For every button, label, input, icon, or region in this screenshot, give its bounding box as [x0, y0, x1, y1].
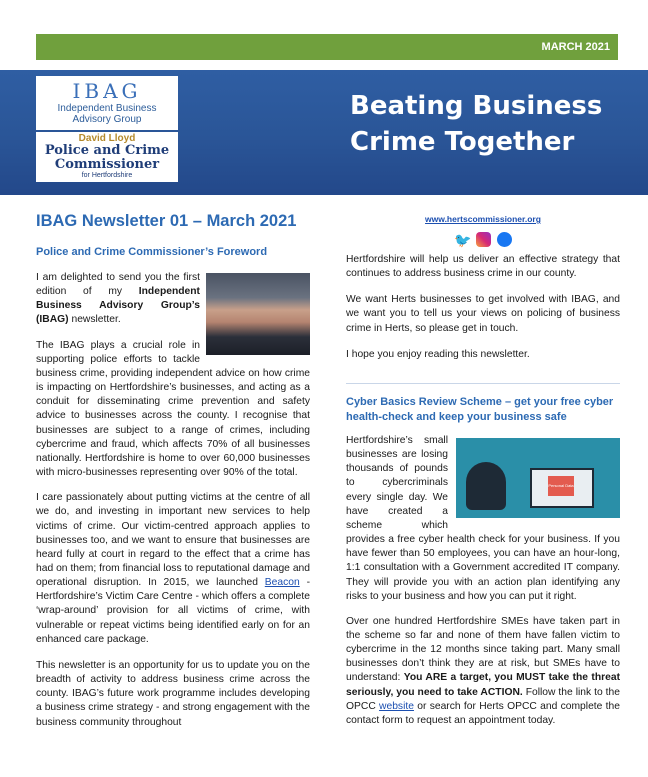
pcc-logo-title-1: Police and Crime [44, 143, 170, 158]
section-divider [346, 383, 620, 384]
intro-end: newsletter. [68, 314, 121, 326]
personal-data-file: Personal Data [548, 476, 574, 496]
ibag-logo [36, 76, 178, 130]
ibag-logo-subtitle [36, 103, 178, 125]
cyber-illustration [456, 438, 620, 518]
smes-text-end: or search for Herts OPCC and complete the contact form to request an appointment today. [346, 700, 620, 726]
commissioner-photo [206, 273, 310, 355]
right-column [346, 210, 620, 728]
opcc-website-link[interactable]: website [379, 700, 414, 712]
cyber-intro [346, 434, 620, 604]
left-column [36, 210, 310, 730]
victims-paragraph [36, 491, 310, 647]
smes-text: Over one hundred Hertfordshire SMEs have taken part in the scheme so far and none of them have fallen victim to cybercrime in the 12 months since taking part. Many small businesses don’t think they are at risk, but SMEs have to understand: [346, 615, 620, 684]
foreword-heading: Police and Crime Commissioner’s Foreword [36, 246, 268, 258]
cyber-text: Hertfordshire’s small businesses are losing thousands of pounds to cybercriminals every single day. We have created a scheme which provides a free cyber health check for your business. If you have fewer than 50 employees, you can have an hour-long, 1:1 consultation with a Government accredited IT company. They will provide you with an action plan identifying any risks to your business and how you can put it right. [346, 434, 620, 602]
issue-date: MARCH 2021 [541, 41, 610, 53]
strategy-paragraph: Hertfordshire will help us deliver an effective strategy that continues to address business crime in our county. [346, 254, 620, 280]
ibag-logo-sub-1: Independent Business [57, 103, 157, 114]
social-icons [346, 231, 620, 249]
twitter-icon[interactable]: 🐦 [454, 232, 472, 249]
victims-text: I care passionately about putting victims at the centre of all we do, and investing in important new services to help victims of crime. Our victim-centred approach applies to businesses too, and we want to ensure that businesses are heard fully at court in regard to the effect that a crime has had on them; from financial loss to reputational damage and operational disruption. In 2015, we launched [36, 492, 310, 589]
enjoy-paragraph: I hope you enjoy reading this newsletter. [346, 348, 530, 360]
pcc-logo-title-2: Commissioner [54, 157, 160, 172]
ibag-logo-word: IBAG [72, 79, 142, 103]
beacon-link[interactable]: Beacon [264, 577, 300, 589]
pcc-logo [36, 132, 178, 182]
smes-warning: You ARE a target, you MUST take the threat seriously, you need to take ACTION. [346, 672, 620, 698]
pcc-logo-name: David Lloyd [78, 133, 136, 144]
ibag-logo-sub-2: Advisory Group [72, 114, 142, 125]
intro-text: I am delighted to send you the first edition of my [36, 272, 200, 298]
website-link-text[interactable]: www.hertscommissioner.org [425, 214, 541, 224]
instagram-icon[interactable] [476, 232, 491, 247]
pcc-logo-for: for Hertfordshire [81, 172, 133, 179]
smes-paragraph [346, 615, 620, 728]
intro-bold: Independent Business Advisory Group’s (IBAG) [36, 286, 200, 326]
date-bar [36, 34, 618, 60]
update-paragraph: This newsletter is an opportunity for us to update you on the breadth of activity to address business crime across the county. IBAG’s future work programme includes developing a business crime strategy - and strong engagement with the business community throughout [36, 659, 310, 728]
foreword-intro [36, 271, 310, 480]
ibag-role-paragraph: The IBAG plays a crucial role in supporting police efforts to tackle business crime, providing independent advice on how crime is impacting on Hertfordshire’s businesses, and acting as a conduit for disseminating crime prevention and safety advice to businesses across the county. I recognise that businesses are subject to a range of crimes, including cybercrime and fraud, which affects 70% of all businesses nationally. Hertfordshire is home to over 60,000 businesses with micro-businesses representing over 90% of the total. [36, 339, 310, 479]
victims-text-end: - Hertfordshire’s Victim Care Centre - which offers a complete ‘wrap-around’ provision for all victims of crime, with vulnerable or repeat victims being identified early on for an enhanced care package. [36, 577, 310, 645]
newsletter-title: Beating Business Crime Together [350, 91, 603, 157]
cyber-paragraph [346, 434, 620, 604]
hacker-figure [466, 462, 506, 510]
website-link[interactable] [346, 214, 620, 224]
facebook-icon[interactable] [497, 232, 512, 247]
smes-text-mid: Follow the link to the OPCC [346, 686, 620, 712]
cyber-heading: Cyber Basics Review Scheme – get your free cyber health-check and keep your business safe [346, 395, 614, 423]
newsletter-heading: IBAG Newsletter 01 – March 2021 [36, 212, 297, 230]
get-involved-paragraph: We want Herts businesses to get involved with IBAG, and we want you to tell us your views on policing of business crime in Herts, so please get in touch. [346, 294, 620, 334]
